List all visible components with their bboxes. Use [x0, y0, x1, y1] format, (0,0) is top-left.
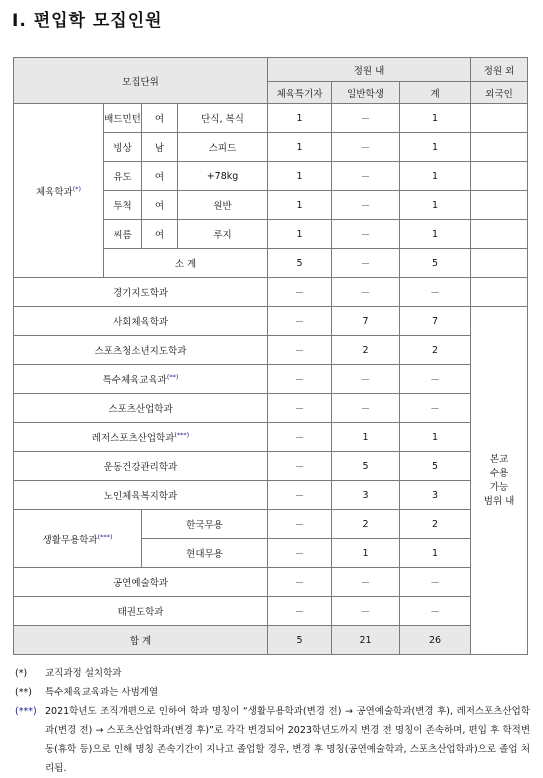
- athlete-count: 1: [268, 191, 332, 220]
- total-count: 1: [400, 539, 471, 568]
- footnote: [15, 683, 530, 702]
- general-count: 1: [332, 539, 400, 568]
- general-count: 21: [332, 626, 400, 655]
- dept-name: 경기지도학과: [14, 278, 268, 307]
- total-count: 1: [400, 104, 471, 133]
- header-recruit-unit: 모집단위: [14, 58, 268, 104]
- sport-name: 투척: [104, 191, 142, 220]
- footnote-mark: (**): [15, 687, 32, 698]
- athlete-count: －: [268, 423, 332, 452]
- dept-name: 특수체육교육과(**): [14, 365, 268, 394]
- athlete-count: －: [268, 481, 332, 510]
- header-general: 일반학생: [332, 82, 400, 104]
- general-count: －: [332, 365, 400, 394]
- table-row: [14, 394, 528, 423]
- footnote-text: 특수체육교육과는 사범계열: [45, 687, 159, 698]
- sport-gender: 여: [142, 162, 178, 191]
- dance-dept-mark: (***): [97, 532, 113, 541]
- total-count: 1: [400, 133, 471, 162]
- general-count: －: [332, 249, 400, 278]
- total-count: －: [400, 394, 471, 423]
- athlete-count: －: [268, 597, 332, 626]
- table-row: [14, 452, 528, 481]
- foreigner-cell: [471, 104, 528, 133]
- athlete-count: 5: [268, 626, 332, 655]
- dance-dept-name: 생활무용학과: [42, 534, 98, 546]
- general-count: －: [332, 191, 400, 220]
- subtotal-label: 소 계: [104, 249, 268, 278]
- total-count: 1: [400, 423, 471, 452]
- general-count: －: [332, 278, 400, 307]
- pe-dept-name: 체육학과: [35, 186, 73, 198]
- header-outside-quota: 정원 외: [471, 58, 528, 82]
- sport-gender: 여: [142, 104, 178, 133]
- dept-name: 스포츠산업학과: [14, 394, 268, 423]
- foreigner-cell: [471, 278, 528, 307]
- table-row: [14, 365, 528, 394]
- dept-name: 태권도학과: [14, 597, 268, 626]
- recruitment-table: [13, 57, 528, 655]
- general-count: 7: [332, 307, 400, 336]
- sport-event: 루지: [178, 220, 268, 249]
- footnote: [15, 664, 530, 683]
- total-count: 1: [400, 191, 471, 220]
- sport-name: 씨름: [104, 220, 142, 249]
- general-count: －: [332, 220, 400, 249]
- dept-name: 노인체육복지학과: [14, 481, 268, 510]
- athlete-count: －: [268, 365, 332, 394]
- dept-name: 공연예술학과: [14, 568, 268, 597]
- general-count: －: [332, 597, 400, 626]
- athlete-count: －: [268, 568, 332, 597]
- sport-gender: 여: [142, 220, 178, 249]
- dept-mark: (**): [166, 372, 179, 381]
- dept-name: 사회체육학과: [14, 307, 268, 336]
- dept-name: 스포츠청소년지도학과: [14, 336, 268, 365]
- sport-event: 단식, 복식: [178, 104, 268, 133]
- sport-gender: 남: [142, 133, 178, 162]
- total-count: －: [400, 365, 471, 394]
- footnotes: [15, 664, 530, 778]
- grand-total-row: [14, 626, 528, 655]
- total-count: －: [400, 278, 471, 307]
- general-count: 2: [332, 336, 400, 365]
- total-count: 7: [400, 307, 471, 336]
- total-count: 5: [400, 249, 471, 278]
- table-row: [14, 278, 528, 307]
- total-count: 3: [400, 481, 471, 510]
- athlete-count: 1: [268, 220, 332, 249]
- foreigner-cell: [471, 220, 528, 249]
- sport-gender: 여: [142, 191, 178, 220]
- total-count: 2: [400, 510, 471, 539]
- table-row: [14, 568, 528, 597]
- athlete-count: －: [268, 452, 332, 481]
- dept-name: 레저스포츠산업학과(***): [14, 423, 268, 452]
- foreigner-range-note: 본교 수용 가능 범위 내: [471, 307, 528, 655]
- athlete-count: －: [268, 278, 332, 307]
- table-row: [14, 481, 528, 510]
- pe-dept-cell: [14, 104, 104, 278]
- general-count: －: [332, 104, 400, 133]
- general-count: －: [332, 133, 400, 162]
- total-count: 1: [400, 220, 471, 249]
- athlete-count: －: [268, 394, 332, 423]
- table-row: [14, 510, 528, 539]
- total-count: 1: [400, 162, 471, 191]
- athlete-count: 5: [268, 249, 332, 278]
- dance-dept-cell: [14, 510, 142, 568]
- athlete-count: －: [268, 307, 332, 336]
- dept-name: 운동건강관리학과: [14, 452, 268, 481]
- header-total: 계: [400, 82, 471, 104]
- footnote-text: 2021학년도 조직개편으로 인하여 학과 명칭이 “생활무용학과(변경 전) → 공연예술학과(변경 후), 레저스포츠산업학과(변경 전) → 스포츠산업학과(변경 후)”로 각각 변경되어 2023학년도까지 변경 전 명칭이 존속하며, 편입 후 학적변동(휴학 등)으로 인해 명칭 존속기간이 지나고 졸업할 경우, 변경 후 명칭(공연예술학과, 스포츠산업학과)으로 졸업 처리됨.: [45, 706, 530, 774]
- general-count: 1: [332, 423, 400, 452]
- general-count: －: [332, 394, 400, 423]
- sport-event: +78kg: [178, 162, 268, 191]
- total-count: －: [400, 568, 471, 597]
- header-within-quota: 정원 내: [268, 58, 471, 82]
- foreigner-cell: [471, 191, 528, 220]
- header-athlete: 체육특기자: [268, 82, 332, 104]
- general-count: 3: [332, 481, 400, 510]
- dept-mark: (***): [174, 430, 190, 439]
- athlete-count: 1: [268, 133, 332, 162]
- table-row: [14, 307, 528, 336]
- header-foreigner: 외국인: [471, 82, 528, 104]
- page-title: Ⅰ. 편입학 모집인원: [12, 11, 163, 31]
- general-count: 5: [332, 452, 400, 481]
- foreigner-cell: [471, 249, 528, 278]
- table-row: [14, 597, 528, 626]
- table-row: [14, 423, 528, 452]
- footnote-text: 교직과정 설치학과: [45, 668, 122, 679]
- athlete-count: －: [268, 336, 332, 365]
- major-name: 한국무용: [142, 510, 268, 539]
- athlete-count: 1: [268, 104, 332, 133]
- grand-total-label: 합 계: [14, 626, 268, 655]
- general-count: 2: [332, 510, 400, 539]
- footnote-mark: (*): [15, 668, 28, 679]
- athlete-count: －: [268, 510, 332, 539]
- sport-name: 유도: [104, 162, 142, 191]
- pe-dept-mark: (*): [72, 184, 82, 193]
- total-count: 2: [400, 336, 471, 365]
- major-name: 현대무용: [142, 539, 268, 568]
- foreigner-cell: [471, 162, 528, 191]
- foreigner-cell: [471, 133, 528, 162]
- footnote: [15, 702, 530, 778]
- table-row: [14, 336, 528, 365]
- sport-name: 빙상: [104, 133, 142, 162]
- general-count: －: [332, 162, 400, 191]
- athlete-count: －: [268, 539, 332, 568]
- athlete-count: 1: [268, 162, 332, 191]
- table-row: [14, 104, 528, 133]
- total-count: 5: [400, 452, 471, 481]
- general-count: －: [332, 568, 400, 597]
- total-count: 26: [400, 626, 471, 655]
- sport-name: 배드민턴: [104, 104, 142, 133]
- total-count: －: [400, 597, 471, 626]
- sport-event: 원반: [178, 191, 268, 220]
- sport-event: 스피드: [178, 133, 268, 162]
- footnote-mark: (***): [15, 706, 37, 717]
